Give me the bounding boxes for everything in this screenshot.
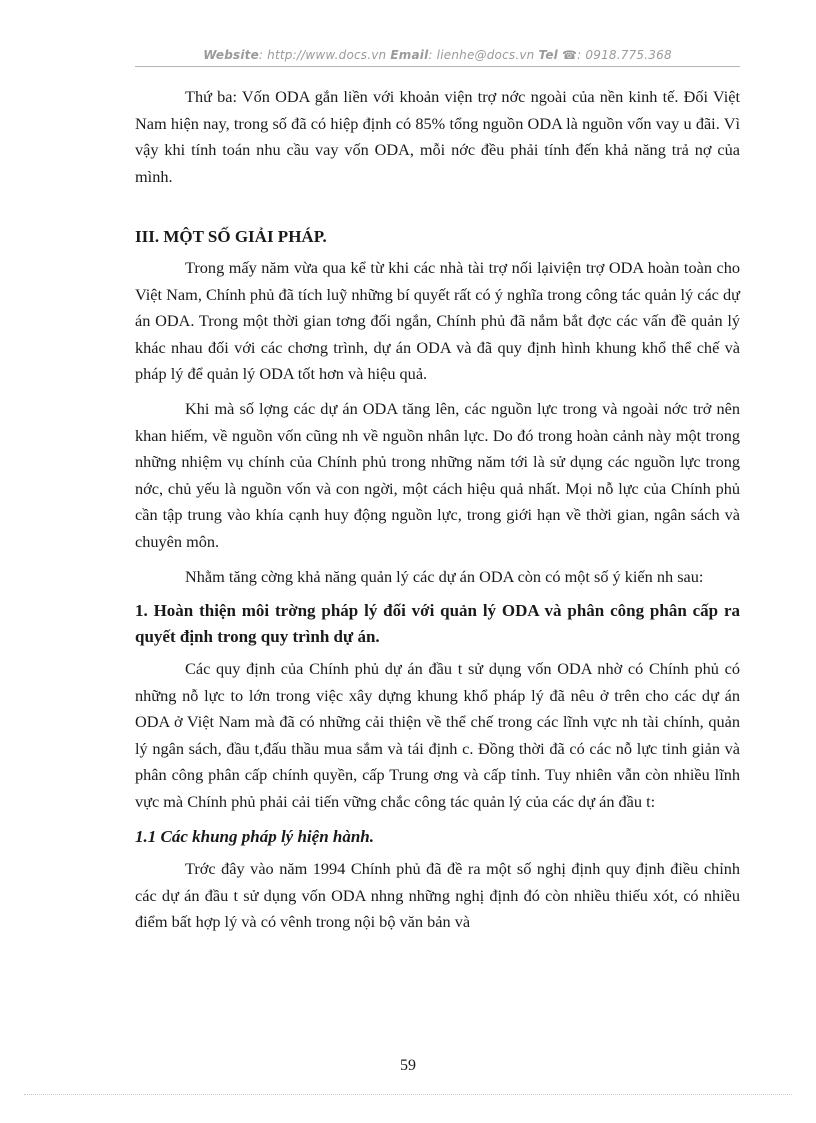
phone-icon: ☎ [562,48,578,62]
paragraph-1: Thứ ba: Vốn ODA gắn liền với khoản viện trợ nớc ngoài của nền kinh tế. Đối Việt Nam hiện nay, trong số đã có hiệp định có 85% tổng nguồn ODA là nguồn vốn vay u đãi. Vì vậy khi tính toán nhu cầu vay vốn ODA, mỗi nớc đều phải tính đến khả năng trả nợ của mình. [135,87,740,186]
subsub-heading: 1.1 Các khung pháp lý hiện hành. [135,826,375,846]
page-header [135,48,740,62]
tel-value: : 0918.775.368 [577,48,672,62]
section-heading: III. MỘT SỐ GIẢI PHÁP. [135,227,327,247]
paragraph-6: Trớc đây vào năm 1994 Chính phủ đã đề ra một số nghị định quy định điều chỉnh các dự án đầu t sử dụng vốn ODA nhng những nghị định đó còn nhiều thiếu xót, có nhiều điểm bất hợp lý và có vênh trong nội bộ văn bản và [135,859,740,932]
sub-heading: 1. Hoàn thiện môi trờng pháp lý đối với quản lý ODA và phân công phân cấp ra quyết định trong quy trình dự án. [135,601,740,647]
website-value: : http://www.docs.vn [258,48,387,62]
paragraph-4: Nhằm tăng cờng khả năng quản lý các dự án ODA còn có một số ý kiến nh sau: [185,566,704,586]
document-body [135,84,740,944]
email-label: Email [390,48,429,62]
page-number: 59 [400,1057,416,1074]
website-label: Website [203,48,259,62]
footer-divider [24,1094,792,1095]
paragraph-5: Các quy định của Chính phủ dự án đầu t sử dụng vốn ODA nhờ có Chính phủ có những nỗ lực to lớn trong việc xây dựng khung khổ pháp lý đã nêu ở trên cho các dự án ODA ở Việt Nam mà đã có những cải thiện về thể chế trong các lĩnh vực nh tài chính, quản lý ngân sách, đầu t,đấu thầu mua sắm và tái định c. Đồng thời đã có các nỗ lực tinh giản và phân công phân cấp chính quyền, cấp Trung ơng và cấp tỉnh. Tuy nhiên vẫn còn nhiều lĩnh vực mà Chính phủ phải cải tiến vững chắc công tác quản lý của các dự án đầu t: [135,659,740,812]
paragraph-2: Trong mấy năm vừa qua kể từ khi các nhà tài trợ nối lạiviện trợ ODA hoàn toàn cho Việt Nam, Chính phủ đã tích luỹ những bí quyết rất có ý nghĩa trong công tác quản lý các dự án ODA. Trong một thời gian tơng đối ngắn, Chính phủ đã nắm bắt đợc các vấn đề quản lý khác nhau đối với các chơng trình, dự án ODA và đã quy định hình khung khổ thể chế và pháp lý để quản lý ODA tốt hơn và hiệu quả. [135,257,740,384]
paragraph-3: Khi mà số lợng các dự án ODA tăng lên, các nguồn lực trong và ngoài nớc trở nên khan hiếm, về nguồn vốn cũng nh về nguồn nhân lực. Do đó trong hoàn cảnh này một trong những nhiệm vụ chính của Chính phủ trong những năm tới là sử dụng các nguồn lực trong nớc, chủ yếu là nguồn vốn và con ngời, một cách hiệu quả nhất. Mọi nỗ lực của Chính phủ cần tập trung vào khía cạnh huy động nguồn lực, trong giới hạn về thời gian, ngân sách và chuyên môn. [135,398,740,551]
email-value: : lienhe@docs.vn [428,48,535,62]
tel-label: Tel [538,48,558,62]
header-divider [135,66,740,67]
